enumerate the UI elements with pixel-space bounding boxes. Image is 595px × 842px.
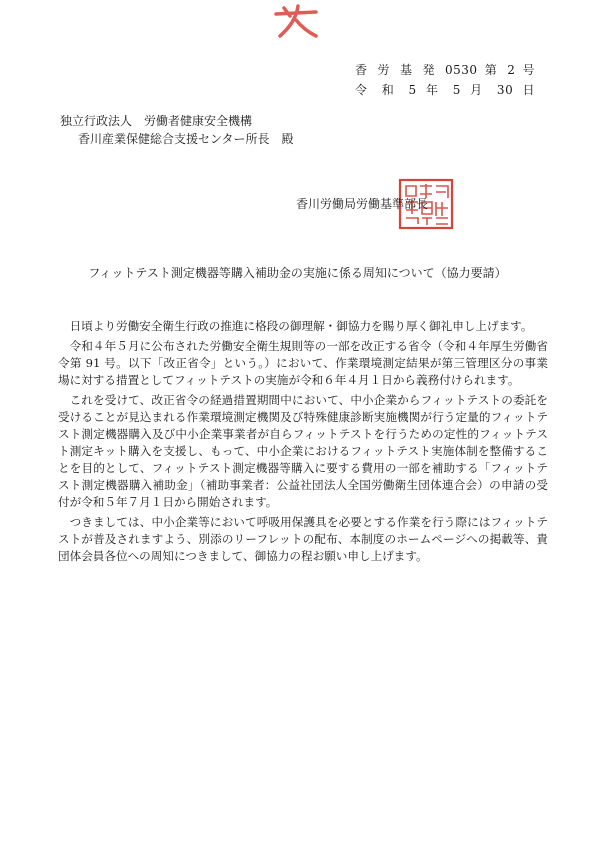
recipient-organization: 独立行政法人 労働者健康安全機構 [60, 114, 253, 128]
body-paragraph: 日頃より労働安全衛生行政の推進に格段の御理解・御協力を賜り厚く御礼申し上げます。 [69, 319, 533, 333]
recipient-block [60, 112, 294, 148]
document-number-block [355, 60, 535, 100]
sender-name: 香川労働局労働基準部長 [296, 197, 429, 211]
body-paragraph: つきましては、中小企業等において呼吸用保護具を必要とする作業を行う際にはフィットテストが普及されますよう、別添のリーフレットの配布、本制度のホームページへの掲載等、貴団体会員各位への周知につきまして、御協力の程お願い申し上げます。 [58, 515, 548, 563]
body-paragraph: これを受けて、改正省令の経過措置期間中において、中小企業からフィットテストの委託を受けることが見込まれる作業環境測定機関及び特殊健康診断実施機関が行う定量的フィットテスト測定機器購入及び中小企業事業者が自らフィットテストを行うための定性的フィットテスト測定キット購入を支援し、もって、中小企業におけるフィットテスト実施体制を整備することを目的として、フィットテスト測定機器等購入に要する費用の一部を補助する「フィットテスト測定機器購入補助金」（補助事業者：公益社団法人全国労働衛生団体連合会）の申請の受付が令和５年７月１日から開始されます。 [58, 393, 548, 509]
recipient-name: 香川産業保健総合支援センター所長 殿 [78, 132, 294, 146]
document-body [58, 318, 548, 568]
document-subject: フィットテスト測定機器等購入補助金の実施に係る周知について（協力要請） [88, 266, 507, 280]
document-date: 令 和 5 年 5 月 30 日 [355, 83, 535, 97]
red-brand-stamp-icon [270, 2, 322, 42]
document-number: 香 労 基 発 0530 第 2 号 [355, 63, 535, 77]
body-paragraph: 令和４年５月に公布された労働安全衛生規則等の一部を改正する省令（令和４年厚生労働省令第 91 号。以下「改正省令」という。）において、作業環境測定結果が第三管理区分の事業場に対する措置としてフィットテストの実施が令和６年４月１日から義務付けられます。 [58, 339, 548, 387]
